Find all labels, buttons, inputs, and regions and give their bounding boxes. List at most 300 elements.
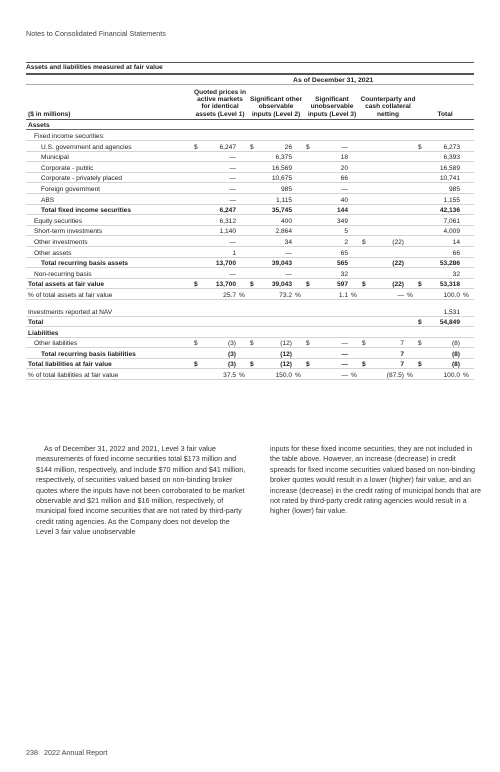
cell-value: 66	[428, 246, 462, 257]
cell-currency	[416, 204, 428, 215]
cell-currency	[360, 305, 372, 316]
cell-suffix	[406, 327, 416, 338]
cell-value	[372, 193, 406, 204]
page-footer	[26, 748, 108, 757]
cell-value	[204, 305, 238, 316]
cell-value	[204, 327, 238, 338]
cell-suffix: %	[462, 289, 474, 300]
row-label: Equity securities	[26, 215, 192, 226]
cell-value: 26	[260, 141, 294, 152]
cell-value: 32	[316, 268, 350, 279]
cell-suffix	[462, 268, 474, 279]
cell-currency	[360, 172, 372, 183]
cell-currency	[360, 215, 372, 226]
cell-suffix	[238, 130, 248, 141]
cell-value	[372, 183, 406, 194]
cell-suffix	[350, 141, 360, 152]
cell-currency	[304, 316, 316, 327]
cell-suffix	[462, 172, 474, 183]
cell-currency	[192, 130, 204, 141]
cell-suffix	[294, 193, 304, 204]
cell-suffix: %	[350, 289, 360, 300]
cell-suffix	[238, 236, 248, 247]
cell-currency	[360, 204, 372, 215]
cell-currency: $	[416, 316, 428, 327]
cell-value: 1,115	[260, 193, 294, 204]
cell-value: 100.0	[428, 369, 462, 380]
cell-suffix	[294, 268, 304, 279]
cell-suffix	[294, 236, 304, 247]
cell-suffix	[406, 246, 416, 257]
cell-value: (8)	[428, 358, 462, 369]
cell-value: —	[204, 193, 238, 204]
cell-suffix	[238, 151, 248, 162]
body-paragraph-right: inputs for these fixed income securities, they are not included in the table above. However, an increase (decrease) in credit spreads for fixed income securities valued based on non-binding broker quotes would result in a lower (higher) fair value, and an increase (decrease) in the credit rating of municipal bonds that are not rated by third-party credit rating agencies would result in a higher (lower) fair value.	[270, 444, 481, 516]
cell-suffix	[462, 236, 474, 247]
cell-currency: $	[192, 278, 204, 289]
column-header-level2: Significant other observable inputs (Level 2)	[248, 85, 304, 120]
cell-value: 34	[260, 236, 294, 247]
cell-suffix	[238, 215, 248, 226]
cell-suffix	[238, 172, 248, 183]
cell-suffix	[462, 278, 474, 289]
cell-currency	[248, 348, 260, 359]
table-row	[26, 257, 474, 268]
row-label: Total recurring basis liabilities	[26, 348, 192, 359]
cell-suffix	[406, 162, 416, 173]
cell-value	[372, 119, 406, 130]
table-row	[26, 358, 474, 369]
cell-suffix	[406, 119, 416, 130]
cell-currency	[360, 130, 372, 141]
cell-suffix	[350, 348, 360, 359]
cell-value: 7	[372, 358, 406, 369]
cell-value: 65	[316, 246, 350, 257]
row-label: Other investments	[26, 236, 192, 247]
cell-suffix	[350, 327, 360, 338]
cell-value: 144	[316, 204, 350, 215]
cell-suffix	[462, 225, 474, 236]
cell-value: 35,745	[260, 204, 294, 215]
cell-currency	[360, 327, 372, 338]
cell-suffix	[406, 268, 416, 279]
cell-currency	[416, 151, 428, 162]
cell-value	[372, 141, 406, 152]
cell-suffix	[294, 204, 304, 215]
cell-currency: $	[304, 337, 316, 348]
cell-suffix	[406, 236, 416, 247]
cell-currency	[360, 268, 372, 279]
table-period-header: As of December 31, 2021	[192, 75, 474, 85]
row-label: Investments reported at NAV	[26, 305, 192, 316]
row-label: Total liabilities at fair value	[26, 358, 192, 369]
cell-currency	[360, 183, 372, 194]
table-period-row	[26, 75, 474, 85]
cell-value: —	[204, 236, 238, 247]
table-row	[26, 215, 474, 226]
cell-suffix	[350, 183, 360, 194]
cell-currency	[248, 151, 260, 162]
cell-suffix	[406, 141, 416, 152]
cell-value: —	[204, 151, 238, 162]
cell-currency	[416, 246, 428, 257]
cell-suffix	[350, 204, 360, 215]
cell-value	[372, 130, 406, 141]
cell-value: 1,140	[204, 225, 238, 236]
cell-currency	[304, 183, 316, 194]
table-row	[26, 316, 474, 327]
cell-currency: $	[360, 236, 372, 247]
cell-currency	[192, 289, 204, 300]
cell-suffix	[406, 130, 416, 141]
units-label: ($ in millions)	[26, 85, 192, 120]
cell-suffix	[238, 337, 248, 348]
cell-suffix	[350, 130, 360, 141]
cell-currency	[192, 215, 204, 226]
row-label: Corporate - privately placed	[26, 172, 192, 183]
cell-suffix	[238, 305, 248, 316]
cell-suffix	[238, 268, 248, 279]
cell-currency	[360, 289, 372, 300]
cell-currency	[360, 348, 372, 359]
cell-value: 40	[316, 193, 350, 204]
cell-currency: $	[416, 358, 428, 369]
cell-suffix	[294, 327, 304, 338]
cell-currency	[192, 305, 204, 316]
cell-currency	[304, 268, 316, 279]
cell-suffix	[350, 246, 360, 257]
cell-value: 39,043	[260, 278, 294, 289]
cell-value	[316, 305, 350, 316]
cell-currency	[360, 225, 372, 236]
cell-value: 597	[316, 278, 350, 289]
cell-value: 53,286	[428, 257, 462, 268]
cell-value: 7	[372, 348, 406, 359]
row-label: Liabilities	[26, 327, 192, 338]
cell-currency	[416, 327, 428, 338]
row-label: % of total liabilities at fair value	[26, 369, 192, 380]
cell-value: 18	[316, 151, 350, 162]
cell-suffix	[462, 358, 474, 369]
row-label: Other assets	[26, 246, 192, 257]
cell-currency	[192, 119, 204, 130]
cell-value: 10,741	[428, 172, 462, 183]
cell-currency	[304, 305, 316, 316]
cell-suffix	[406, 193, 416, 204]
cell-suffix	[406, 183, 416, 194]
cell-currency: $	[416, 278, 428, 289]
cell-value	[316, 130, 350, 141]
cell-suffix	[462, 193, 474, 204]
cell-suffix	[406, 172, 416, 183]
cell-value: 32	[428, 268, 462, 279]
row-label: U.S. government and agencies	[26, 141, 192, 152]
cell-currency	[360, 151, 372, 162]
cell-value: 2,864	[260, 225, 294, 236]
table-row	[26, 337, 474, 348]
cell-suffix	[350, 162, 360, 173]
table-row	[26, 268, 474, 279]
cell-suffix	[462, 119, 474, 130]
cell-suffix	[462, 151, 474, 162]
row-label: Municipal	[26, 151, 192, 162]
cell-suffix	[294, 278, 304, 289]
cell-currency	[360, 316, 372, 327]
cell-suffix	[406, 278, 416, 289]
cell-suffix	[350, 215, 360, 226]
cell-currency	[416, 305, 428, 316]
cell-currency	[304, 215, 316, 226]
cell-suffix	[462, 257, 474, 268]
cell-currency: $	[360, 337, 372, 348]
cell-suffix	[406, 305, 416, 316]
table-row	[26, 236, 474, 247]
row-label: Foreign government	[26, 183, 192, 194]
cell-suffix	[294, 162, 304, 173]
cell-value: (8)	[428, 348, 462, 359]
fair-value-table	[26, 74, 474, 380]
cell-currency	[304, 236, 316, 247]
cell-suffix: %	[294, 369, 304, 380]
cell-suffix	[462, 246, 474, 257]
cell-value: (22)	[372, 257, 406, 268]
table-row	[26, 246, 474, 257]
cell-currency: $	[416, 337, 428, 348]
cell-suffix	[238, 204, 248, 215]
table-row	[26, 278, 474, 289]
cell-value	[260, 305, 294, 316]
cell-value	[260, 327, 294, 338]
cell-value: 6,393	[428, 151, 462, 162]
row-label: Other liabilities	[26, 337, 192, 348]
cell-value: (12)	[260, 337, 294, 348]
cell-value: (8)	[428, 337, 462, 348]
cell-currency	[248, 369, 260, 380]
cell-value: —	[260, 268, 294, 279]
cell-currency	[304, 193, 316, 204]
cell-suffix	[294, 130, 304, 141]
cell-value: 400	[260, 215, 294, 226]
cell-currency	[192, 151, 204, 162]
cell-value	[204, 119, 238, 130]
cell-currency	[192, 327, 204, 338]
cell-suffix: %	[294, 289, 304, 300]
cell-value: 7	[372, 337, 406, 348]
cell-currency	[248, 327, 260, 338]
table-row	[26, 289, 474, 300]
cell-suffix	[406, 215, 416, 226]
cell-currency	[304, 257, 316, 268]
cell-suffix	[462, 141, 474, 152]
cell-suffix	[238, 225, 248, 236]
cell-value: (3)	[204, 337, 238, 348]
cell-suffix	[462, 337, 474, 348]
cell-currency	[304, 151, 316, 162]
row-label: ABS	[26, 193, 192, 204]
cell-currency	[304, 204, 316, 215]
cell-currency	[192, 236, 204, 247]
row-label: Corporate - public	[26, 162, 192, 173]
cell-currency	[248, 268, 260, 279]
cell-suffix	[294, 348, 304, 359]
cell-suffix	[406, 316, 416, 327]
cell-currency	[248, 172, 260, 183]
cell-currency: $	[192, 141, 204, 152]
cell-currency	[192, 225, 204, 236]
cell-value: —	[204, 162, 238, 173]
cell-suffix	[238, 246, 248, 257]
row-label: Non-recurring basis	[26, 268, 192, 279]
cell-suffix	[294, 215, 304, 226]
cell-currency: $	[304, 358, 316, 369]
cell-currency	[248, 257, 260, 268]
cell-value: (22)	[372, 278, 406, 289]
table-row	[26, 327, 474, 338]
cell-value: —	[316, 183, 350, 194]
table-row	[26, 151, 474, 162]
cell-suffix	[294, 257, 304, 268]
cell-value: (3)	[204, 348, 238, 359]
cell-currency: $	[192, 358, 204, 369]
cell-suffix	[462, 130, 474, 141]
cell-currency	[248, 215, 260, 226]
cell-suffix	[350, 358, 360, 369]
cell-value: (87.5)	[372, 369, 406, 380]
cell-suffix	[350, 305, 360, 316]
cell-value: 100.0	[428, 289, 462, 300]
cell-currency	[192, 183, 204, 194]
cell-suffix	[406, 337, 416, 348]
cell-value	[372, 305, 406, 316]
cell-currency	[192, 162, 204, 173]
cell-value: 1,155	[428, 193, 462, 204]
cell-value: 39,043	[260, 257, 294, 268]
cell-suffix: %	[238, 369, 248, 380]
cell-currency	[360, 246, 372, 257]
cell-suffix	[294, 183, 304, 194]
cell-value: 5	[316, 225, 350, 236]
cell-value: —	[204, 183, 238, 194]
cell-currency	[416, 162, 428, 173]
cell-currency	[192, 246, 204, 257]
cell-currency: $	[304, 278, 316, 289]
cell-suffix	[238, 193, 248, 204]
cell-suffix	[406, 225, 416, 236]
cell-suffix: %	[350, 369, 360, 380]
cell-currency	[248, 316, 260, 327]
cell-value: 150.0	[260, 369, 294, 380]
cell-currency	[416, 348, 428, 359]
row-label: Total assets at fair value	[26, 278, 192, 289]
cell-value: —	[260, 246, 294, 257]
cell-value	[372, 204, 406, 215]
cell-value: (12)	[260, 348, 294, 359]
cell-currency	[192, 268, 204, 279]
cell-suffix	[294, 337, 304, 348]
cell-suffix	[350, 278, 360, 289]
cell-currency	[248, 289, 260, 300]
cell-suffix	[462, 215, 474, 226]
row-label: Total fixed income securities	[26, 204, 192, 215]
table-row	[26, 162, 474, 173]
cell-value: 20	[316, 162, 350, 173]
cell-suffix	[462, 162, 474, 173]
cell-currency	[416, 268, 428, 279]
column-header-netting: Counterparty and cash collateral netting	[360, 85, 416, 120]
cell-suffix	[350, 268, 360, 279]
cell-value: 16,569	[260, 162, 294, 173]
cell-currency: $	[416, 141, 428, 152]
cell-suffix	[238, 183, 248, 194]
cell-currency	[248, 204, 260, 215]
cell-value: 4,009	[428, 225, 462, 236]
cell-suffix	[238, 141, 248, 152]
cell-currency: $	[304, 141, 316, 152]
cell-value	[372, 268, 406, 279]
cell-value	[204, 130, 238, 141]
table-row	[26, 225, 474, 236]
cell-suffix	[238, 119, 248, 130]
table-row	[26, 369, 474, 380]
cell-currency	[360, 369, 372, 380]
cell-currency	[248, 193, 260, 204]
cell-currency	[304, 172, 316, 183]
cell-suffix	[462, 316, 474, 327]
cell-suffix	[350, 225, 360, 236]
fair-value-table-wrapper	[26, 74, 474, 380]
cell-value: 6,247	[204, 204, 238, 215]
cell-value: 54,849	[428, 316, 462, 327]
cell-currency	[192, 316, 204, 327]
cell-suffix	[350, 337, 360, 348]
cell-value	[372, 316, 406, 327]
row-label: Assets	[26, 119, 192, 130]
cell-suffix	[238, 327, 248, 338]
cell-value: 565	[316, 257, 350, 268]
cell-currency	[304, 369, 316, 380]
cell-value: 6,312	[204, 215, 238, 226]
cell-currency	[416, 130, 428, 141]
cell-currency: $	[248, 141, 260, 152]
cell-suffix	[238, 278, 248, 289]
cell-currency	[248, 119, 260, 130]
cell-value: 985	[260, 183, 294, 194]
cell-value: 6,247	[204, 141, 238, 152]
cell-suffix	[462, 204, 474, 215]
table-column-header-row	[26, 85, 474, 120]
cell-value	[316, 119, 350, 130]
cell-suffix	[462, 348, 474, 359]
cell-currency	[304, 162, 316, 173]
cell-value: —	[204, 268, 238, 279]
cell-currency	[416, 183, 428, 194]
cell-currency	[360, 141, 372, 152]
cell-value	[372, 172, 406, 183]
cell-suffix	[294, 246, 304, 257]
cell-value: (22)	[372, 236, 406, 247]
cell-suffix: %	[238, 289, 248, 300]
cell-value	[428, 130, 462, 141]
cell-currency	[304, 225, 316, 236]
cell-value	[428, 119, 462, 130]
cell-suffix	[294, 316, 304, 327]
cell-currency	[304, 130, 316, 141]
column-header-level3: Significant unobservable inputs (Level 3)	[304, 85, 360, 120]
cell-currency	[416, 225, 428, 236]
cell-suffix	[238, 348, 248, 359]
cell-currency	[416, 289, 428, 300]
cell-value	[372, 215, 406, 226]
